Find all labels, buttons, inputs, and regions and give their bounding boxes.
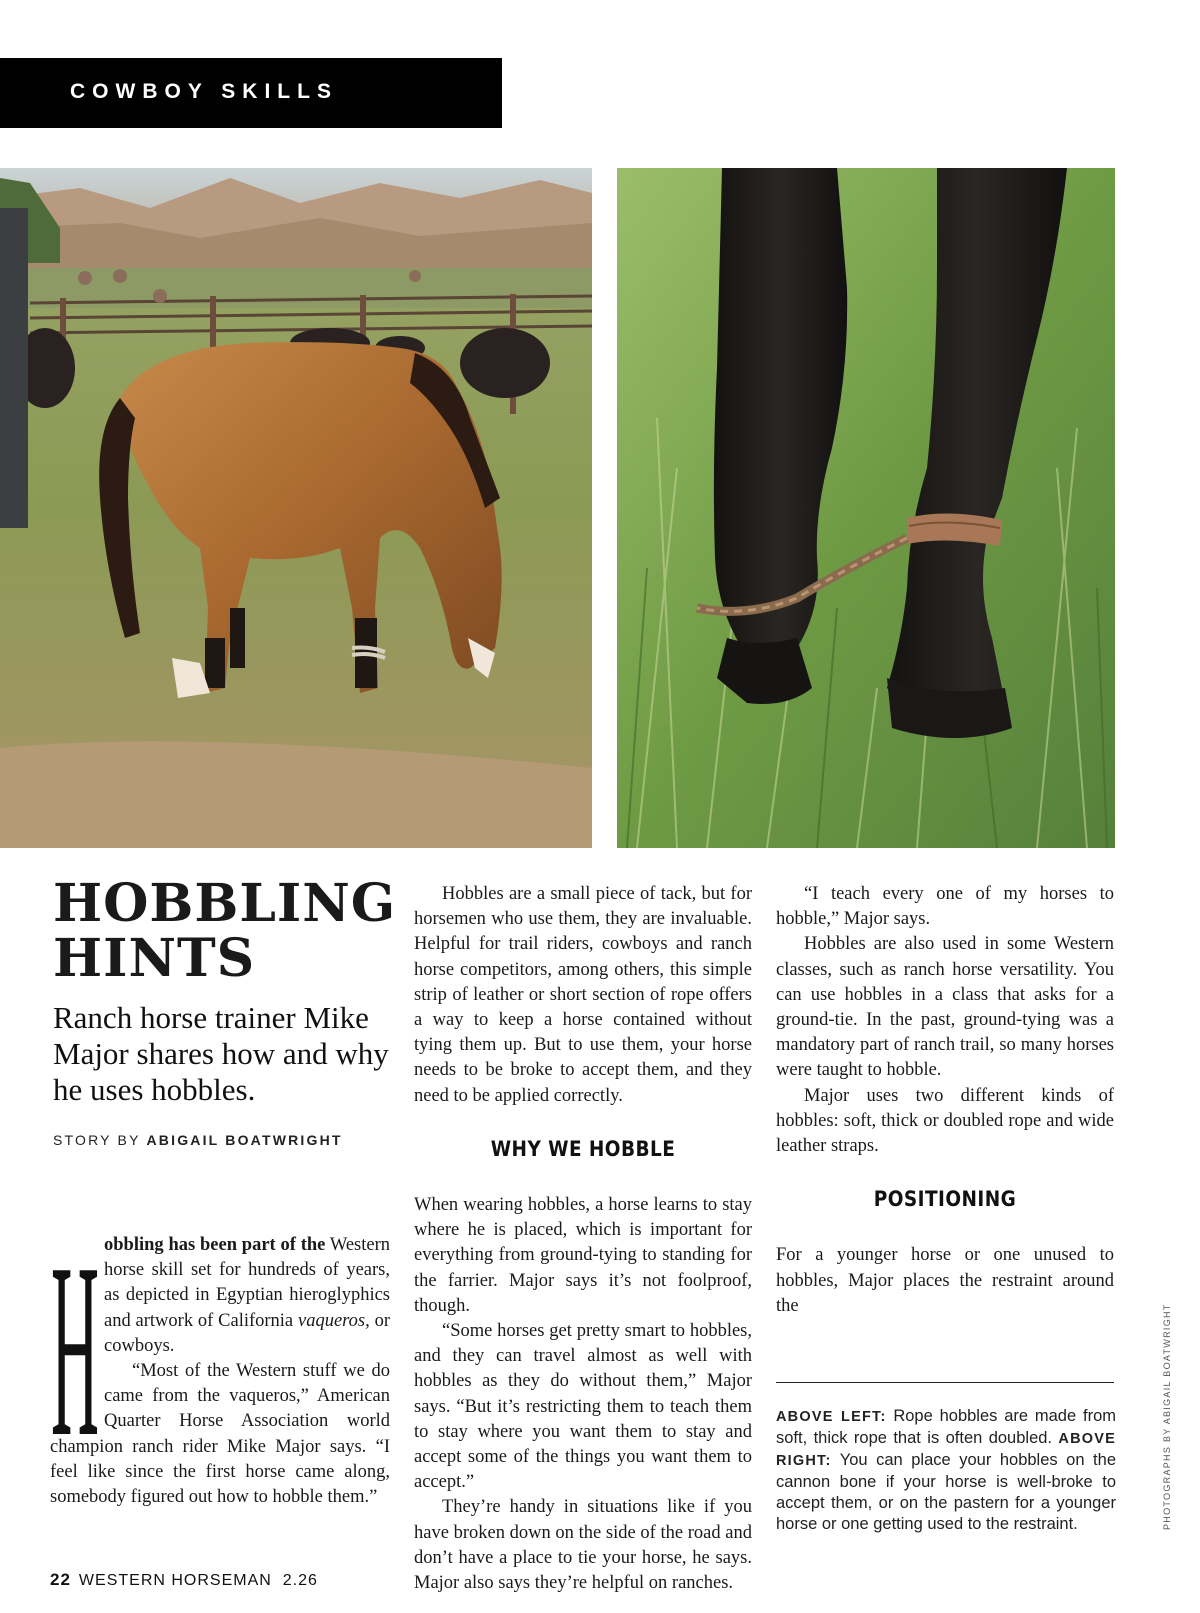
body-paragraph-1: obbling has been part of the Western horse skill set for hundreds of years, as depicted in Egyptian hieroglyphics and artwork of California vaqueros, or cowboys. [104,1235,390,1356]
lead-in: obbling has been part of the [104,1235,326,1255]
photo-credit: PHOTOGRAPHS BY ABIGAIL BOATWRIGHT [1162,1303,1172,1530]
caption-label-left: ABOVE LEFT: [776,1409,887,1425]
body-paragraph-7: “I teach every one of my horses to hobble,” Major says. [776,884,1114,930]
article-dek: Ranch horse trainer Mike Major shares how and why he uses hobbles. [53,1000,389,1107]
section-label: COWBOY SKILLS [70,80,338,103]
body-column-1 [50,1233,390,1510]
body-paragraph-6: They’re handy in situations like if you have broken down on the side of the road and don’t have a place to tie your horse, he says. Major also says they’re helpful on ranches. [414,1497,752,1594]
photo-right-hobbled-legs [617,168,1115,848]
byline [53,1132,343,1148]
caption-label-right: ABOVE RIGHT: [776,1431,1116,1469]
body-paragraph-4: When wearing hobbles, a horse learns to stay where he is placed, which is important for everything from ground-tying to standing for the farrier. Major says it’s not foolproof, though. [414,1195,752,1316]
headline-line-1: HOBBLING [53,873,397,934]
issue-number: 2.26 [282,1572,318,1589]
headline-line-2: HINTS [53,928,256,989]
article-headline [53,873,397,989]
byline-author: ABIGAIL BOATWRIGHT [146,1132,343,1148]
drop-cap-letter: H [51,1236,99,1434]
body-paragraph-2: “Most of the Western stuff we do came from the vaqueros,” American Quarter Horse Association world champion ranch rider Mike Major says. “I feel like since the first horse came along, somebody figured out how to hobble them.” [50,1361,390,1508]
subhead-positioning: POSITIONING [873,1187,1017,1212]
body-paragraph-3: Hobbles are a small piece of tack, but for horsemen who use them, they are invaluable. Helpful for trail riders, cowboys and ranch horse competitors, among others, this simple strip of leather or short section of rope offers a way to keep a horse contained without tying them up. But to use them, your horse needs to be broke to accept them, and they need to be applied correctly. [414,884,752,1106]
photo-caption: ABOVE LEFT: Rope hobbles are made from soft, thick rope that is often doubled. ABOVE RIGHT: You can place your hobbles on the cannon bone if your horse is well-broke to accept them, or on the pastern for a younger horse or one getting used to the restraint. [776,1407,1116,1533]
photo-left-grazing-horse [0,168,592,848]
page-number: 22 [50,1570,71,1589]
byline-prefix: STORY BY [53,1132,141,1148]
body-paragraph-5: “Some horses get pretty smart to hobbles, and they can travel almost as well with hobbles as they do without them,” Major says. “But it’s restricting them to teach them to stay where you want them to stay and accept some of the things you want them to accept.” [414,1321,752,1493]
body-paragraph-8: Hobbles are also used in some Western classes, such as ranch horse versatility. You can use hobbles in a class that asks for a ground-tie. In the past, ground-tying was a mandatory part of ranch trail, so many horses were taught to hobble. [776,934,1114,1081]
section-label-bar [0,58,502,128]
caption-divider [776,1382,1114,1383]
body-column-3 [776,882,1114,1319]
body-paragraph-10: For a younger horse or one unused to hobbles, Major places the restraint around the [776,1245,1114,1316]
drop-cap [50,1236,100,1434]
subhead-why-we-hobble: WHY WE HOBBLE [490,1136,676,1161]
body-paragraph-9: Major uses two different kinds of hobbles: soft, thick or doubled rope and wide leather straps. [776,1085,1114,1157]
page-folio [50,1570,318,1590]
body-column-2 [414,882,752,1596]
magazine-name: WESTERN HORSEMAN [78,1572,272,1589]
